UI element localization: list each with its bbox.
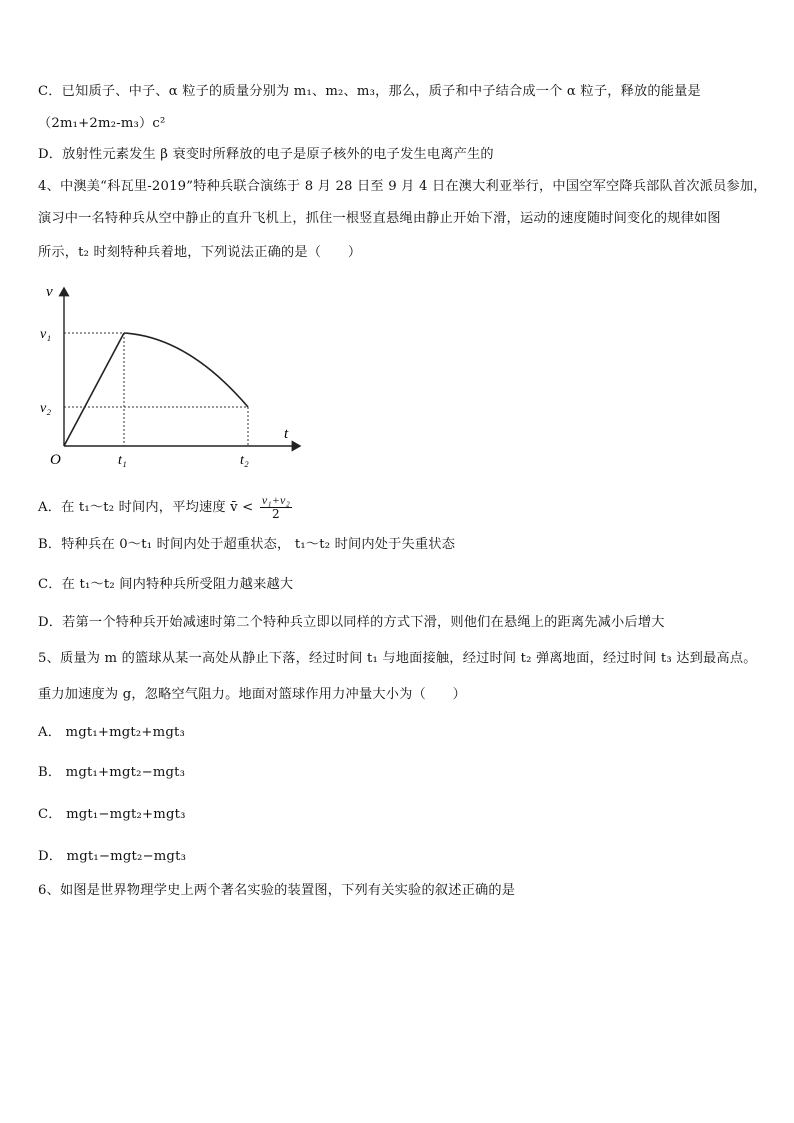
- q4-option-c: C．在 t₁～t₂ 间内特种兵所受阻力越来越大: [38, 577, 294, 592]
- q3-option-c-line1: C．已知质子、中子、α 粒子的质量分别为 m₁、m₂、m₃，那么，质子和中子结合成一个 α 粒子，释放的能量是: [38, 84, 701, 99]
- q4-option-b: B．特种兵在 0～t₁ 时间内处于超重状态， t₁～t₂ 时间内处于失重状态: [38, 537, 456, 552]
- decel-curve: [124, 333, 248, 407]
- velocity-time-graph: [38, 282, 308, 474]
- accel-segment: [64, 333, 124, 446]
- q6-stem: 6、如图是世界物理学史上两个著名实验的装置图，下列有关实验的叙述正确的是: [38, 883, 516, 898]
- q4-option-a-text: A．在 t₁～t₂ 时间内，平均速度 v̄ <: [38, 500, 254, 515]
- q3-option-d: D．放射性元素发生 β 衰变时所释放的电子是原子核外的电子发生电离产生的: [38, 147, 494, 162]
- origin-label: O: [50, 452, 61, 468]
- q3-option-c-line2: （2m₁+2m₂-m₃）c²: [38, 116, 166, 131]
- x-axis-label: t: [284, 426, 289, 442]
- q4-option-d: D．若第一个特种兵开始减速时第二个特种兵立即以同样的方式下滑，则他们在悬绳上的距离先减小后增大: [38, 615, 665, 630]
- q4-option-a: [38, 494, 292, 521]
- v1-label: v₁: [40, 327, 52, 342]
- t2-label: t₂: [240, 453, 249, 468]
- q4-stem-line2: 演习中一名特种兵从空中静止的直升飞机上，抓住一根竖直悬绳由静止开始下滑，运动的速度随时间变化的规律如图: [38, 211, 721, 226]
- q5-stem-line2: 重力加速度为 g，忽略空气阻力。地面对篮球作用力冲量大小为（ ）: [38, 687, 467, 702]
- fraction-denominator: 2: [271, 507, 280, 521]
- q4-stem-line3: 所示，t₂ 时刻特种兵着地，下列说法正确的是（ ）: [38, 245, 362, 260]
- fraction-numerator: v₁+v₂: [261, 493, 290, 507]
- t1-label: t₁: [118, 453, 127, 468]
- v2-label: v₂: [40, 401, 52, 416]
- y-axis-label: v: [46, 284, 53, 300]
- q5-option-a: A． mgt₁+mgt₂+mgt₃: [38, 725, 186, 740]
- q5-option-d: D． mgt₁−mgt₂−mgt₃: [38, 849, 187, 864]
- q5-option-b: B． mgt₁+mgt₂−mgt₃: [38, 765, 186, 780]
- average-velocity-fraction: [260, 494, 292, 521]
- q4-stem-line1: 4、中澳美“科瓦里-2019”特种兵联合演练于 8 月 28 日至 9 月 4 日在澳大利亚举行，中国空军空降兵部队首次派员参加，: [38, 179, 767, 194]
- q5-stem-line1: 5、质量为 m 的篮球从某一高处从静止下落，经过时间 t₁ 与地面接触，经过时间 t₂ 弹离地面，经过时间 t₃ 达到最高点。: [38, 651, 757, 666]
- q5-option-c: C． mgt₁−mgt₂+mgt₃: [38, 807, 186, 822]
